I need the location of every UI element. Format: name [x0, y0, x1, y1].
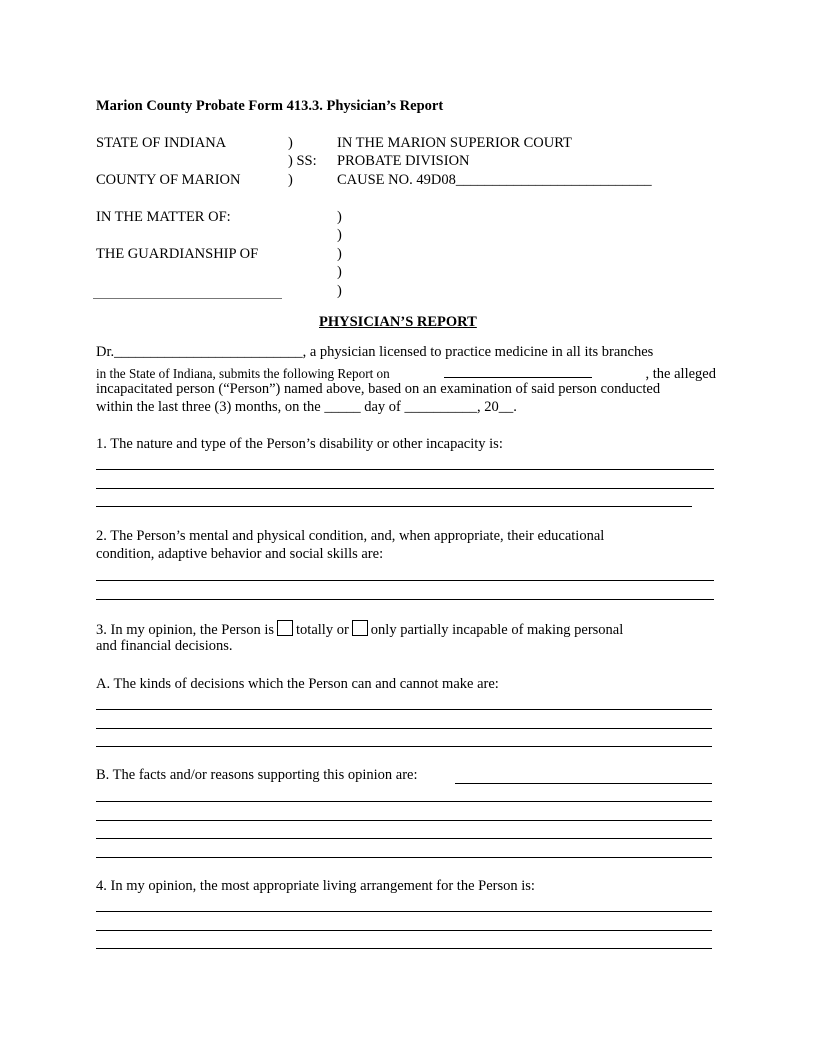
intro-line-2 — [96, 363, 716, 383]
cause-number — [337, 172, 652, 189]
caption-state: STATE OF INDIANA — [96, 135, 227, 151]
report-date-field[interactable] — [444, 363, 592, 378]
answer-b-line-1[interactable] — [96, 801, 712, 802]
question-3-prefix: 3. In my opinion, the Person is — [96, 622, 275, 638]
caption-paren-4: ) — [337, 227, 342, 243]
form-title: Marion County Probate Form 413.3. Physician’s Report — [96, 98, 444, 114]
answer-b-line-2[interactable] — [96, 820, 712, 821]
caption-matter: IN THE MATTER OF: — [96, 209, 231, 225]
totally-label: totally or — [296, 622, 349, 638]
caption-court: IN THE MARION SUPERIOR COURT — [337, 135, 572, 151]
question-3-line-1 — [96, 620, 623, 639]
answer-a-line-3[interactable] — [96, 746, 712, 747]
answer-a-line-1[interactable] — [96, 709, 712, 710]
answer-1-line-1[interactable] — [96, 469, 714, 470]
caption-guardianship: THE GUARDIANSHIP OF — [96, 246, 259, 262]
caption-paren-1: ) — [288, 135, 293, 151]
partially-checkbox[interactable] — [352, 620, 368, 636]
caption-paren-3: ) — [337, 209, 342, 225]
caption-ss: ) SS: — [288, 153, 317, 169]
question-3-line-2: and financial decisions. — [96, 638, 233, 654]
question-4: 4. In my opinion, the most appropriate living arrangement for the Person is: — [96, 878, 535, 894]
intro-line-1 — [96, 344, 653, 361]
intro-line-4: within the last three (3) months, on the _____ day of __________, 20__. — [96, 399, 517, 415]
answer-1-line-3[interactable] — [96, 506, 692, 507]
answer-b-line-4[interactable] — [96, 857, 712, 858]
totally-checkbox[interactable] — [277, 620, 293, 636]
answer-a-line-2[interactable] — [96, 728, 712, 729]
physician-name-field[interactable]: __________________________ — [114, 344, 303, 360]
question-a: A. The kinds of decisions which the Person can and cannot make are: — [96, 676, 499, 692]
intro-line-3: incapacitated person (“Person”) named above, based on an examination of said person conducted — [96, 381, 661, 397]
answer-2-line-1[interactable] — [96, 580, 714, 581]
intro-line-2-end: , the alleged — [645, 366, 716, 382]
intro-line-1-rest: , a physician licensed to practice medicine in all its branches — [302, 344, 654, 360]
answer-4-line-2[interactable] — [96, 930, 712, 931]
dr-label: Dr. — [96, 344, 115, 360]
guardianship-name-field[interactable] — [93, 298, 282, 299]
answer-4-line-3[interactable] — [96, 948, 712, 949]
caption-paren-5: ) — [337, 246, 342, 262]
caption-county: COUNTY OF MARION — [96, 172, 241, 188]
partially-label: only partially incapable of making personal — [370, 622, 624, 638]
cause-prefix: CAUSE NO. 49D08 — [337, 172, 456, 188]
question-b: B. The facts and/or reasons supporting this opinion are: — [96, 767, 418, 783]
answer-b-inline-line[interactable] — [455, 783, 712, 784]
question-2-line-1: 2. The Person’s mental and physical condition, and, when appropriate, their educational — [96, 528, 605, 544]
question-1: 1. The nature and type of the Person’s disability or other incapacity is: — [96, 436, 503, 452]
intro-line-2-text: in the State of Indiana, submits the following Report on — [96, 366, 390, 381]
caption-paren-6: ) — [337, 264, 342, 280]
answer-4-line-1[interactable] — [96, 911, 712, 912]
cause-number-field[interactable]: ___________________________ — [455, 172, 652, 188]
answer-1-line-2[interactable] — [96, 488, 714, 489]
answer-b-line-3[interactable] — [96, 838, 712, 839]
report-heading: PHYSICIAN’S REPORT — [319, 314, 477, 330]
answer-2-line-2[interactable] — [96, 599, 714, 600]
caption-paren-2: ) — [288, 172, 293, 188]
question-2-line-2: condition, adaptive behavior and social skills are: — [96, 546, 384, 562]
caption-division: PROBATE DIVISION — [337, 153, 470, 169]
caption-paren-7: ) — [337, 283, 342, 299]
